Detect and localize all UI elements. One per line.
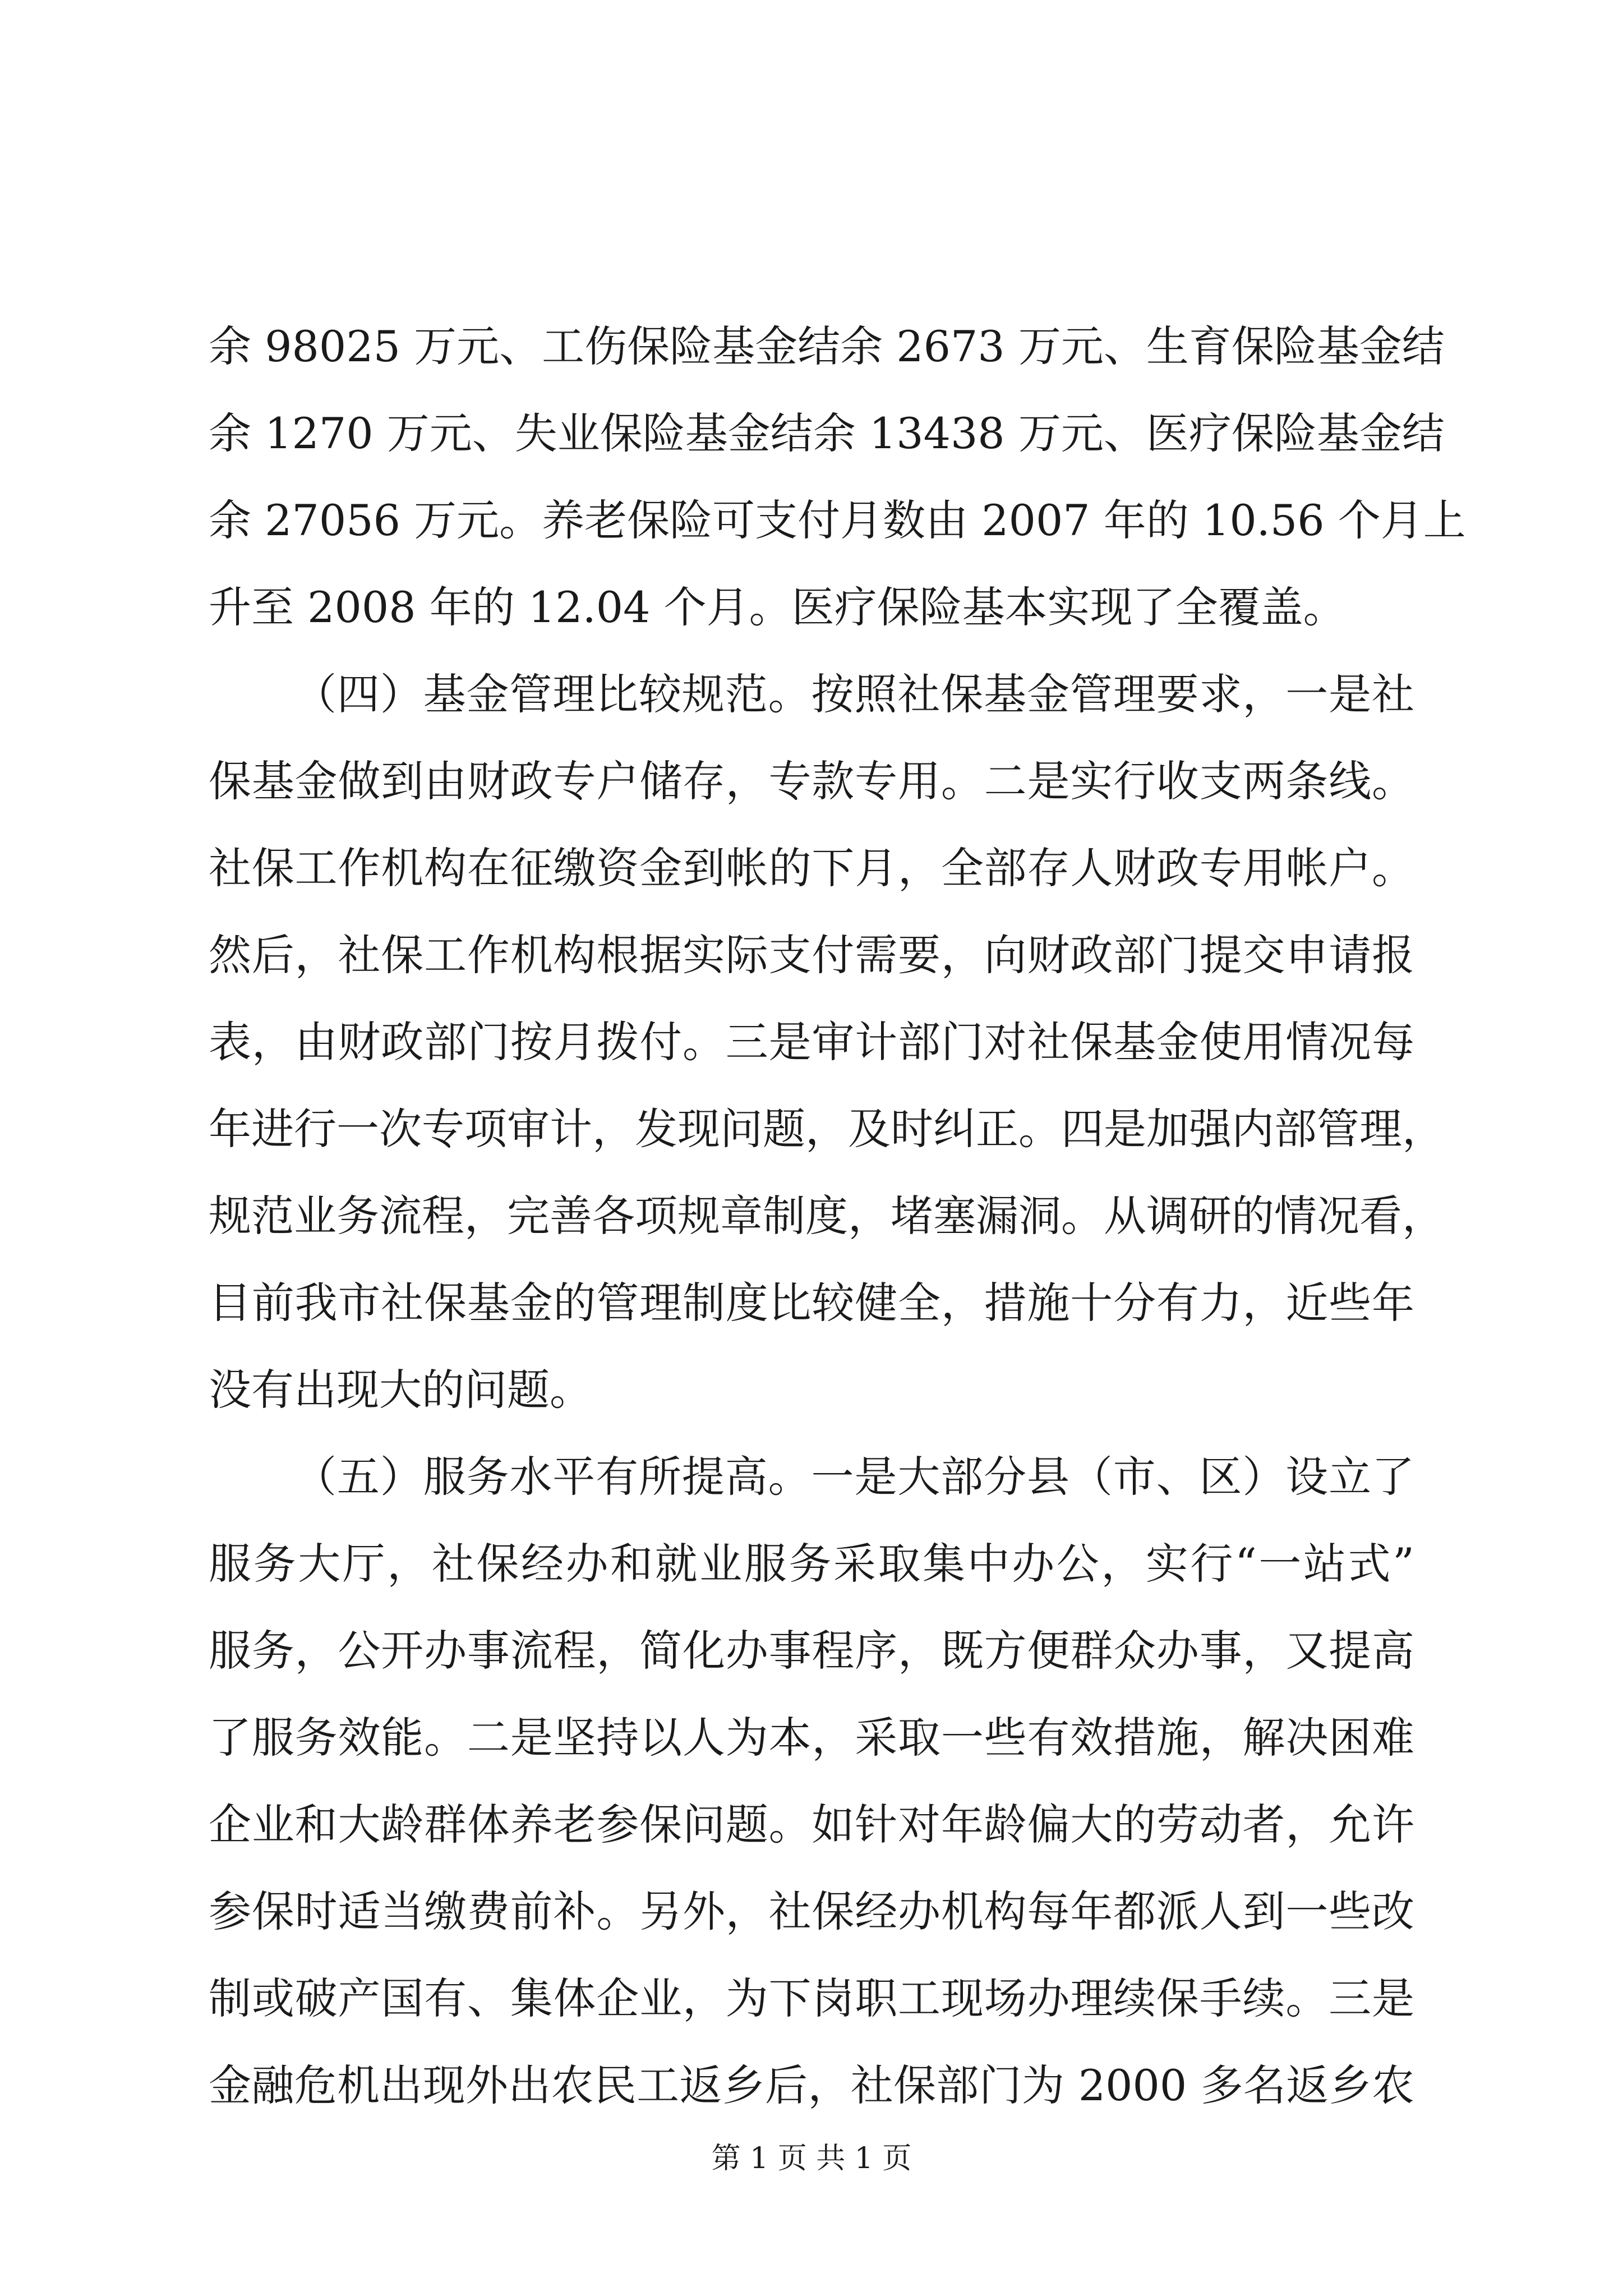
paragraph-heading-line: （四）基金管理比较规范。按照社保基金管理要求，一是社 (294, 669, 1414, 719)
text-line: 服务，公开办事流程，简化办事程序，既方便群众办事，又提高 (209, 1626, 1414, 1676)
text-line: 制或破产国有、集体企业，为下岗职工现场办理续保手续。三是 (209, 1973, 1414, 2023)
text-line: 了服务效能。二是坚持以人为本，采取一些有效措施，解决困难 (209, 1713, 1414, 1763)
paragraph-heading-line: （五）服务水平有所提高。一是大部分县（市、区）设立了 (294, 1452, 1414, 1502)
text-line: 余 27056 万元。养老保险可支付月数由 2007 年的 10.56 个月上 (209, 495, 1466, 545)
text-line: 没有出现大的问题。 (209, 1365, 592, 1415)
text-line: 然后，社保工作机构根据实际支付需要，向财政部门提交申请报 (209, 930, 1414, 980)
page-number-footer: 第 1 页 共 1 页 (711, 2142, 912, 2175)
text-line: 目前我市社保基金的管理制度比较健全，措施十分有力，近些年 (209, 1278, 1414, 1328)
text-line: 金融危机出现外出农民工返乡后，社保部门为 2000 多名返乡农 (209, 2060, 1414, 2110)
text-line: 服务大厅，社保经办和就业服务采取集中办公，实行“一站式” (209, 1539, 1414, 1589)
text-line: 年进行一次专项审计，发现问题，及时纠正。四是加强内部管理， (209, 1104, 1445, 1154)
text-line: 表，由财政部门按月拨付。三是审计部门对社保基金使用情况每 (209, 1017, 1414, 1067)
text-line: 规范业务流程，完善各项规章制度，堵塞漏洞。从调研的情况看， (209, 1191, 1445, 1241)
text-line: 余 1270 万元、失业保险基金结余 13438 万元、医疗保险基金结 (209, 408, 1445, 458)
text-line: 保基金做到由财政专户储存，专款专用。二是实行收支两条线。 (209, 756, 1414, 806)
text-line: 升至 2008 年的 12.04 个月。医疗保险基本实现了全覆盖。 (209, 582, 1346, 632)
text-line: 企业和大龄群体养老参保问题。如针对年龄偏大的劳动者，允许 (209, 1800, 1414, 1849)
text-line: 参保时适当缴费前补。另外，社保经办机构每年都派人到一些改 (209, 1887, 1414, 1936)
text-line: 余 98025 万元、工伤保险基金结余 2673 万元、生育保险基金结 (209, 321, 1445, 371)
body-text (209, 303, 1466, 2129)
text-line: 社保工作机构在征缴资金到帐的下月，全部存人财政专用帐户。 (209, 843, 1414, 893)
